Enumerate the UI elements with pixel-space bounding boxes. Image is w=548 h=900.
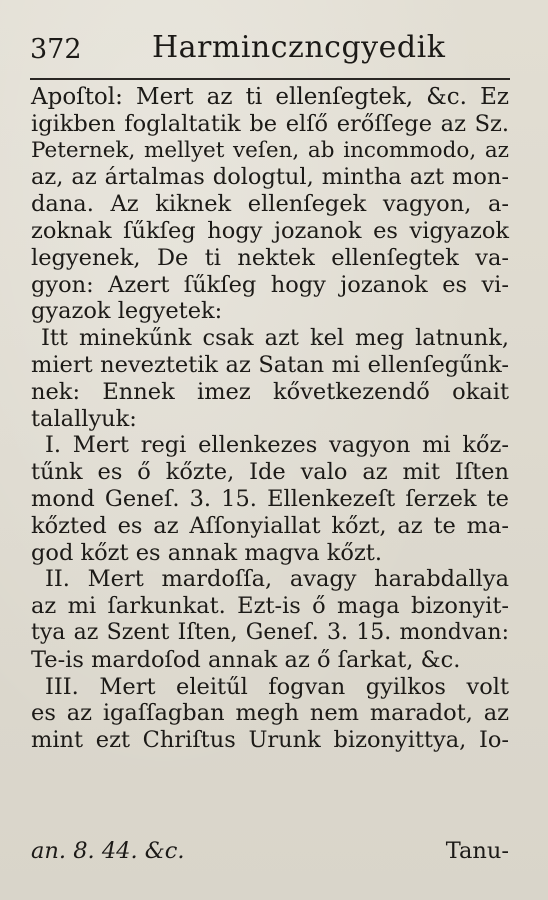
text-line: mond Geneſ. 3. 15. Ellenkezeſt ſerzek te bbox=[31, 485, 509, 512]
page-number: 372 bbox=[30, 34, 82, 65]
catchword: Tanu- bbox=[445, 838, 509, 864]
page-header bbox=[30, 30, 510, 80]
text-line: miert neveztetik az Satan mi ellenſegűnk- bbox=[31, 351, 509, 378]
running-head: Harminczncgyedik bbox=[152, 30, 446, 65]
text-line: mint ezt Chriſtus Urunk bizonyittya, Io- bbox=[31, 727, 509, 754]
text-line: god kőzt es annak magva kőzt. bbox=[31, 539, 383, 566]
reference-text: an. 8. 44. &c. bbox=[31, 838, 185, 864]
text-line: az, az ártalmas dologtul, mintha azt mon- bbox=[31, 164, 509, 191]
last-line bbox=[31, 836, 509, 866]
text-line: Apoſtol: Mert az ti ellenſegtek, &c. Ez bbox=[31, 84, 509, 110]
text-line: zoknak ſűkſeg hogy jozanok es vigyazok bbox=[31, 217, 509, 244]
text-line: Peternek, mellyet veſen, ab incommodo, az bbox=[31, 137, 509, 163]
text-line: kőzted es az Aſſonyiallat kőzt, az te ma- bbox=[31, 512, 509, 539]
text-line: igikben foglaltatik be elſő erőſſege az Sz. bbox=[31, 110, 509, 137]
text-line: gyon: Azert ſűkſeg hogy jozanok es vi- bbox=[31, 271, 509, 298]
text-line: az mi ſarkunkat. Ezt-is ő maga bizonyit- bbox=[31, 593, 509, 620]
text-line: gyazok legyetek: bbox=[31, 298, 223, 325]
text-line: tűnk es ő kőzte, Ide valo az mit Iſten bbox=[31, 459, 509, 486]
text-line: II. Mert mardoſſa, avagy harabdallya bbox=[45, 566, 509, 593]
body-text bbox=[31, 84, 509, 754]
text-line: I. Mert regi ellenkezes vagyon mi kőz- bbox=[45, 432, 509, 459]
text-line: tya az Szent Iſten, Geneſ. 3. 15. mondvan: bbox=[31, 619, 509, 645]
text-line: es az igaſſagban megh nem maradot, az bbox=[31, 700, 509, 727]
text-line: Itt minekűnk csak azt kel meg latnunk, bbox=[41, 325, 509, 352]
text-line: legyenek, De ti nektek ellenſegtek va- bbox=[31, 244, 509, 271]
text-line: nek: Ennek imez kővetkezendő okait bbox=[31, 378, 509, 405]
text-line: III. Mert eleitűl fogvan gyilkos volt bbox=[45, 673, 509, 700]
text-line: talallyuk: bbox=[31, 405, 137, 432]
text-line: dana. Az kiknek ellenſegek vagyon, a- bbox=[31, 191, 509, 218]
text-line: Te-is mardoſod annak az ő ſarkat, &c. bbox=[31, 646, 461, 673]
